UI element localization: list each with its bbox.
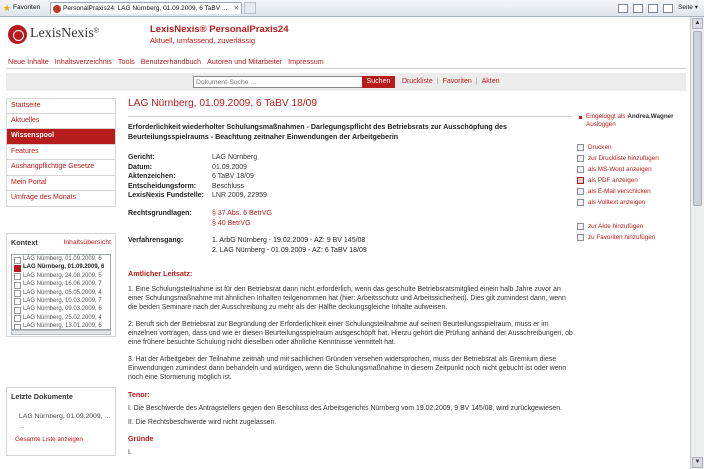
context-row[interactable]: LAG Nürnberg, 01.09.2009, 6 bbox=[12, 255, 110, 263]
pdf-icon bbox=[577, 177, 584, 184]
nav-divider bbox=[6, 68, 686, 69]
search-links: Druckliste | Favoriten | Akten bbox=[402, 78, 500, 85]
sidebar-item-aktuelles[interactable]: Aktuelles bbox=[6, 114, 116, 130]
sidebar-item-mein-portal[interactable]: Mein Portal bbox=[6, 176, 116, 192]
tenor-paragraph: II. Die Rechtsbeschwerde wird nicht zugelassen. bbox=[128, 419, 277, 427]
search-input[interactable] bbox=[193, 76, 364, 88]
file-icon bbox=[577, 223, 584, 230]
sidebar-item-wissenspool[interactable]: Wissenspool bbox=[6, 129, 116, 145]
leitsatz-paragraph: 1. Eine Schulungsteilnahme ist für den Betriebsrat dann nicht erforderlich, wenn das geschulte Betriebsratsmitglied einein halb Jahre zuvor an einer Schulungsmaßnahme mit ähnlichen Inhalten teilgenommen hat (hier: Arbeitsschutz und Arbeitssicherheit). Dies gilt zumindest dann, wenn die beiden Seminare nach der Ausschreibung zu mehr als der Hälfte deckungsgleiche Inhalte aufweisen. bbox=[128, 286, 566, 312]
search-button[interactable]: Suchen bbox=[362, 76, 395, 88]
feeds-icon[interactable] bbox=[633, 4, 643, 13]
email-icon bbox=[577, 188, 584, 195]
logout-link[interactable]: Ausloggen bbox=[586, 121, 616, 128]
last-documents-heading: Letzte Dokumente bbox=[11, 392, 73, 401]
leitsatz-paragraph: 3. Hat der Arbeitgeber der Teilnahme zeitnah und mit sachlichen Gründen versehen widersprochen, muss der Betriebsrat als Gremium diese Einwendungen zumindest dann behandeln und würdigen, wenn die Schulungsmaßnahme in diesem Zeitpunkt noch nicht gebucht ist oder wenn noch eine Stornierung möglich ist. bbox=[128, 355, 567, 381]
scroll-up-icon[interactable]: ▲ bbox=[692, 18, 703, 29]
legal-basis: Rechtsgrundlagen: § 37 Abs. 6 BetrVG § 40 BetrVG bbox=[128, 209, 272, 227]
product-brand bbox=[150, 24, 289, 45]
document-meta: Gericht: LAG Nürnberg Datum: 01.09.2009 Aktenzeichen: 6 TaBV 18/09 Entscheidungsform: Beschluss LexisNexis Fundstelle: LNR 2009, 22959 bbox=[128, 154, 267, 200]
browser-toolbar bbox=[0, 0, 704, 17]
law-link[interactable]: § 40 BetrVG bbox=[212, 219, 251, 227]
add-file-action[interactable]: zur Akte hinzufügen bbox=[577, 221, 689, 232]
sidebar-item-features[interactable]: Features bbox=[6, 145, 116, 161]
mail-icon[interactable] bbox=[648, 4, 658, 13]
context-heading: Kontext bbox=[11, 238, 38, 247]
gruende-start: I. bbox=[128, 449, 132, 457]
favoriten-link[interactable]: Favoriten bbox=[442, 78, 472, 85]
gruende-heading: Gründe bbox=[128, 434, 154, 444]
nav-autoren[interactable]: Autoren und Mitarbeiter bbox=[207, 57, 283, 66]
procedure: Verfahrensgang: 1. ArbG Nürnberg - 19.02.2009 - AZ: 9 BV 145/08 2. LAG Nürnberg - 01.09.2009 - AZ: 6 TaBV 18/09 bbox=[128, 237, 367, 254]
new-tab-button[interactable] bbox=[244, 2, 256, 14]
fulltext-action[interactable]: als Volltext anzeigen bbox=[577, 197, 689, 208]
context-list[interactable] bbox=[11, 254, 111, 330]
word-icon bbox=[577, 166, 584, 173]
context-row[interactable]: LAG Nürnberg, 16.06.2009, 7 bbox=[12, 280, 110, 288]
home-icon[interactable] bbox=[618, 4, 628, 13]
nav-benutzerhandbuch[interactable]: Benutzerhandbuch bbox=[140, 57, 202, 66]
full-list-link[interactable]: Gesamte Liste anzeigen bbox=[15, 436, 83, 443]
favorites-button[interactable]: ★ Favoriten bbox=[3, 3, 41, 13]
last-documents-panel: Letzte Dokumente LAG Nürnberg, 01.09.2009, ... ... Gesamte Liste anzeigen bbox=[6, 387, 116, 456]
logged-in-user: Eingeloggt als Andrea.Wagner bbox=[577, 113, 689, 121]
context-scrollbar[interactable] bbox=[11, 330, 111, 335]
law-link[interactable]: § 37 Abs. 6 BetrVG bbox=[212, 209, 272, 217]
context-row[interactable]: LAG Nürnberg, 24.08.2009, 5 bbox=[12, 272, 110, 280]
site-favicon-icon bbox=[53, 5, 61, 13]
page-scrollbar[interactable] bbox=[690, 17, 704, 469]
add-print-list-action[interactable]: zur Druckliste hinzufügen bbox=[577, 153, 689, 164]
document-lead: Erforderlichkeit wiederholter Schulungsmaßnahmen - Darlegungspflicht des Betriebsrats zur Ausschöpfung des Beurteilungsspielraums - Beachtung zeitnaher Einwendungen der Arbeitgeberin bbox=[128, 123, 507, 141]
document-content bbox=[128, 98, 573, 458]
top-nav bbox=[8, 57, 324, 66]
search-bar bbox=[6, 73, 686, 91]
context-row[interactable]: LAG Nürnberg, 25.02.2009, 4 bbox=[12, 314, 110, 322]
print-icon[interactable] bbox=[663, 4, 673, 13]
title-divider bbox=[128, 116, 573, 117]
product-tagline: Aktuell, umfassend, zuverlässig bbox=[150, 36, 256, 45]
email-action[interactable]: als E-Mail verschicken bbox=[577, 186, 689, 197]
akten-link[interactable]: Akten bbox=[481, 78, 500, 85]
lexisnexis-logo[interactable]: LexisNexis ® bbox=[8, 23, 99, 45]
nav-tools[interactable]: Tools bbox=[117, 57, 135, 66]
sidebar-menu bbox=[6, 98, 116, 207]
context-row[interactable]: LAG Nürnberg, 10.03.2009, 7 bbox=[12, 297, 110, 305]
close-tab-icon[interactable]: ✕ bbox=[233, 5, 239, 12]
printer-icon bbox=[577, 144, 584, 151]
scroll-thumb[interactable] bbox=[693, 31, 702, 206]
druckliste-link[interactable]: Druckliste bbox=[402, 78, 433, 85]
nav-impressum[interactable]: Impressum bbox=[288, 57, 324, 66]
context-row-current[interactable]: LAG Nürnberg, 01.09.2009, 6 bbox=[12, 263, 110, 271]
favorite-icon bbox=[577, 234, 584, 241]
product-title: LexisNexis® PersonalPraxis24 bbox=[150, 24, 289, 35]
page-title: LAG Nürnberg, 01.09.2009, 6 TaBV 18/09 bbox=[128, 98, 317, 109]
sidebar-item-startseite[interactable]: Startseite bbox=[6, 98, 116, 114]
pdf-action[interactable]: als PDF anzeigen bbox=[577, 175, 689, 186]
tenor-paragraph: I. Die Beschwerde des Antragstellers gegen den Beschluss des Arbeitsgerichts Nürnberg vom 19.02.2009, 9 BV 145/08, wird zurückgewiesen. bbox=[128, 404, 562, 412]
star-icon: ★ bbox=[3, 3, 12, 13]
logo-seal-icon bbox=[8, 25, 27, 44]
document-actions-2 bbox=[577, 221, 689, 243]
context-row[interactable]: LAG Nürnberg, 05.05.2009, 4 bbox=[12, 289, 110, 297]
right-sidebar bbox=[577, 113, 689, 243]
inhaltsuebersicht-link[interactable]: Inhaltsübersicht bbox=[63, 239, 111, 246]
context-row[interactable]: LAG Nürnberg, 09.03.2009, 6 bbox=[12, 305, 110, 313]
print-list-icon bbox=[577, 155, 584, 162]
context-row[interactable]: LAG Nürnberg, 13.01.2009, 6 bbox=[12, 322, 110, 330]
leitsatz-heading: Amtlicher Leitsatz: bbox=[128, 269, 193, 279]
word-action[interactable]: als MS-Word anzeigen bbox=[577, 164, 689, 175]
nav-neue-inhalte[interactable]: Neue Inhalte bbox=[8, 57, 49, 66]
web-page bbox=[0, 17, 690, 469]
nav-inhaltsverzeichnis[interactable]: Inhaltsverzeichnis bbox=[54, 57, 112, 66]
context-panel bbox=[6, 233, 116, 337]
browser-tools bbox=[618, 2, 698, 14]
print-action[interactable]: Drucken bbox=[577, 142, 689, 153]
leitsatz-paragraph: 2. Beruft sich der Betriebsrat zur Begründung der Erforderlichkeit einer Schulungsteilnahme auf seinen Beurteilungsspielraum, muss er im einzelnen vortragen, dass und wie er diesen Beurteilungsspielraum ausgeschöpft hat. Hierzu gehört die Prüfung anhand der Ausschreibungen, ob eine frühere besuchte Schulung nicht dieselben oder ähnliche Kenntnisse vermittelt hat. bbox=[128, 321, 573, 346]
add-favorite-action[interactable]: zu Favoriten hinzufügen bbox=[577, 232, 689, 243]
sidebar-item-umfrage[interactable]: Umfrage des Monats bbox=[6, 191, 116, 207]
scroll-down-icon[interactable]: ▼ bbox=[692, 457, 703, 468]
sidebar-item-aushang[interactable]: Aushangpflichtige Gesetze bbox=[6, 160, 116, 176]
document-actions bbox=[577, 142, 689, 208]
page-menu[interactable]: Seite ▾ bbox=[678, 4, 698, 11]
last-document-link[interactable]: LAG Nürnberg, 01.09.2009, ... bbox=[19, 413, 111, 420]
tenor-heading: Tenor: bbox=[128, 389, 150, 399]
browser-tab[interactable]: PersonalPraxis24: LAG Nürnberg, 01.09.2009, 6 TaBV ... ✕ bbox=[50, 2, 242, 14]
fulltext-icon bbox=[577, 199, 584, 206]
